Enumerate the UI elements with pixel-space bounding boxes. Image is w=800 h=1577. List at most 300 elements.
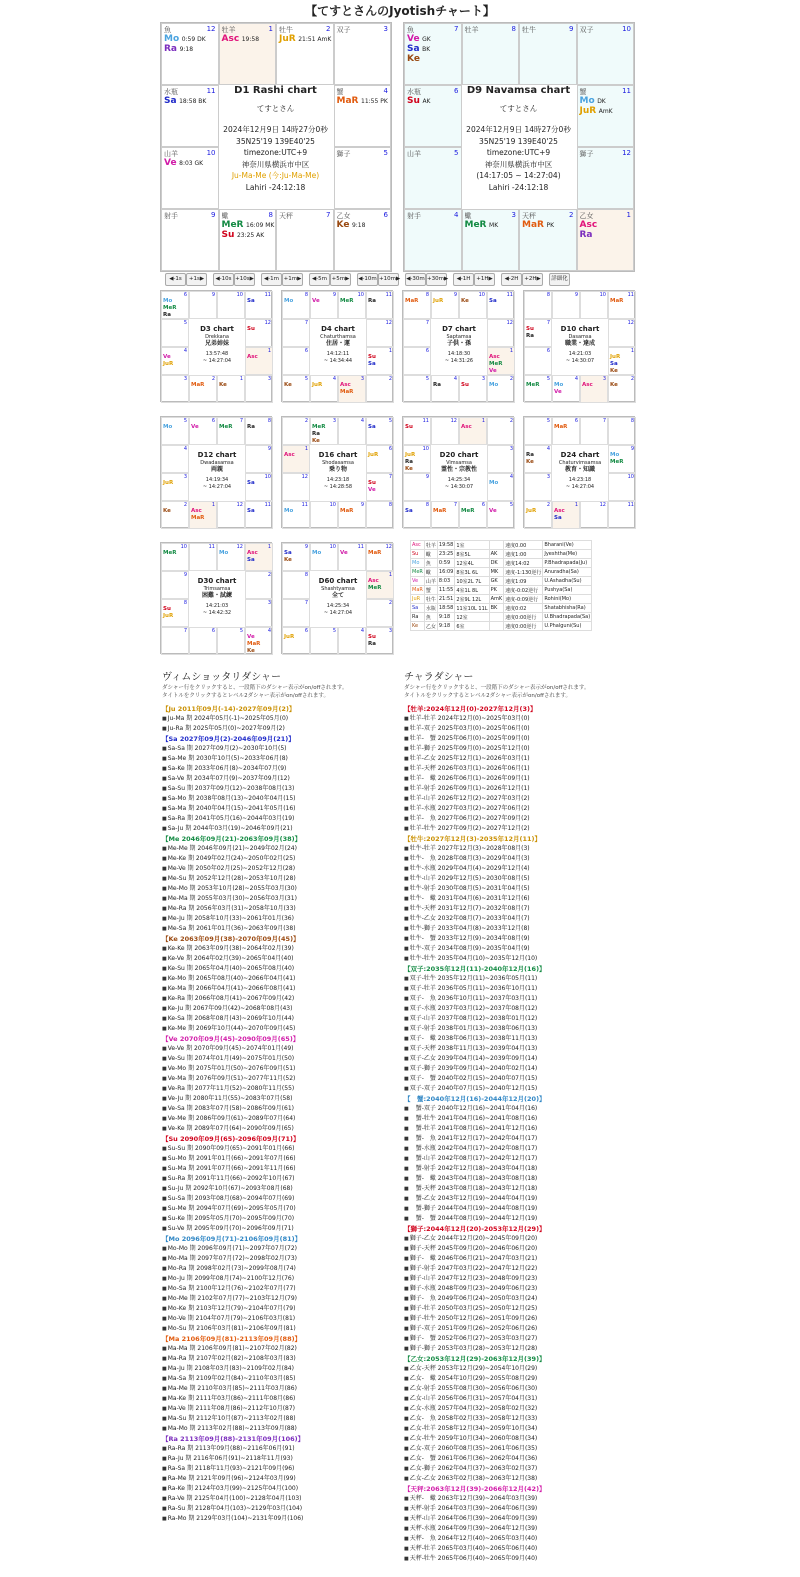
- house-number: 10: [422, 446, 429, 452]
- dasha-sub-period-row[interactable]: ■ Me-Ke 期 2049年02月(24)~2050年02月(25): [162, 854, 304, 864]
- dasha-sub-period-row[interactable]: ■ 双子-天秤 2038年11月(13)~2039年04月(13): [404, 1044, 546, 1054]
- dasha-sub-period-row[interactable]: ■ 蟹-山羊 2042年08月(17)~2042年12月(17): [404, 1154, 546, 1164]
- dasha-sub-period-row[interactable]: ■ Ke-Ve 期 2064年02月(39)~2065年04月(40): [162, 954, 304, 964]
- time-step-button[interactable]: ◀-30m: [405, 273, 426, 286]
- d9-title[interactable]: D9 Navamsa chart: [466, 85, 571, 96]
- dasha-sub-period-row[interactable]: ■ Ve-Sa 期 2083年07月(58)~2086年09月(61): [162, 1104, 304, 1114]
- house-number: 5: [304, 376, 308, 382]
- dasha-sub-period-row[interactable]: ■ 双子- 蟹 2040年02月(15)~2040年07月(15): [404, 1074, 546, 1084]
- dasha-sub-period-row[interactable]: ■ Sa-Ma 期 2040年04月(15)~2041年05月(16): [162, 804, 304, 814]
- house-cell: [310, 627, 338, 655]
- dasha-sub-period-row[interactable]: ■ Mo-Ve 期 2104年07月(79)~2106年03月(81): [162, 1314, 304, 1324]
- chart-title[interactable]: D12 chart: [197, 451, 237, 459]
- chart-title[interactable]: D24 chart: [560, 451, 600, 459]
- chart-center: [189, 571, 245, 627]
- dasha-sub-period-row[interactable]: ■ 乙女-山羊 2056年06月(31)~2057年04月(31): [404, 1394, 546, 1404]
- d9-ayanamsa: Lahiri -24:12:18: [488, 182, 549, 192]
- house-number: 4: [574, 376, 578, 382]
- dasha-sub-period-row[interactable]: ■ 蟹-獅子 2044年04月(19)~2044年08月(19): [404, 1204, 546, 1214]
- time-step-button[interactable]: ◀-2H: [501, 273, 522, 286]
- planet-entry: Ke 9:18: [336, 220, 366, 230]
- planet-cell: 11:55: [438, 587, 454, 593]
- dasha-sub-period-row[interactable]: ■ Mo-Mo 期 2096年09月(71)~2097年07月(72): [162, 1244, 304, 1254]
- planet-cell: 牡牛: [425, 596, 436, 603]
- dasha-sub-period-row[interactable]: ■ Ma-Ve 期 2111年08月(86)~2112年10月(87): [162, 1404, 304, 1414]
- dasha-period-header[interactable]: 【天秤:2063年12月(39)-2066年12月(42)】: [404, 1485, 546, 1493]
- house-cell: [245, 543, 273, 571]
- dasha-sub-period-row[interactable]: ■ 双子-水瓶 2037年03月(12)~2037年08月(12): [404, 1004, 546, 1014]
- house-number: 5: [454, 149, 459, 157]
- dasha-sub-period-row[interactable]: ■ Su-Ve 期 2095年09月(70)~2096年09月(71): [162, 1224, 304, 1234]
- house-number: 10: [264, 474, 271, 480]
- house-cell: [161, 319, 189, 347]
- dasha-period-header[interactable]: 【Ke 2063年09月(38)-2070年09月(45)】: [162, 935, 300, 943]
- chart-title[interactable]: D4 chart: [321, 325, 355, 333]
- d1-house-cell: [161, 147, 219, 209]
- dasha-sub-period-row[interactable]: ■ Mo-Ke 期 2103年12月(79)~2104年07月(79): [162, 1304, 304, 1314]
- dasha-sub-period-row[interactable]: ■ 牡牛-牡羊 2027年12月(3)~2028年08月(3): [404, 844, 546, 854]
- dasha-sub-period-row[interactable]: ■ 牡羊-双子 2025年03月(0)~2025年06月(0): [404, 724, 546, 734]
- dasha-sub-period-row[interactable]: ■ Ma-Ma 期 2106年09月(81)~2107年02月(82): [162, 1344, 304, 1354]
- chart-title[interactable]: D10 chart: [560, 325, 600, 333]
- chart-t1: 14:25:34: [447, 477, 471, 483]
- dasha-sub-period-row[interactable]: ■ 乙女- 蠍 2054年10月(29)~2055年08月(29): [404, 1374, 546, 1384]
- chara-title[interactable]: チャラダシャー: [404, 672, 474, 683]
- dasha-sub-period-row[interactable]: ■ Ra-Ke 期 2124年03月(99)~2125年04月(100): [162, 1484, 304, 1494]
- dasha-sub-period-row[interactable]: ■ 天秤-牡牛 2065年06月(40)~2065年09月(40): [404, 1554, 546, 1564]
- dasha-sub-period-row[interactable]: ■ 獅子-牡牛 2050年12月(26)~2051年09月(26): [404, 1314, 546, 1324]
- house-number: 12: [236, 502, 243, 508]
- dasha-period-header[interactable]: 【双子:2035年12月(11)-2040年12月(16)】: [404, 965, 546, 973]
- dasha-sub-period-row[interactable]: ■ Ve-Me 期 2086年09月(61)~2089年07月(64): [162, 1114, 304, 1124]
- dasha-sub-period-row[interactable]: ■ 牡牛- 魚 2028年08月(3)~2029年04月(3): [404, 854, 546, 864]
- dasha-sub-period-row[interactable]: ■ 牡羊-牡羊 2024年12月(0)~2025年03月(0): [404, 714, 546, 724]
- dasha-sub-period-row[interactable]: ■ Me-Ve 期 2050年02月(25)~2052年12月(28): [162, 864, 304, 874]
- sign-label: 双子: [336, 26, 351, 34]
- dasha-sub-period-row[interactable]: ■ 牡牛-双子 2034年08月(9)~2035年04月(9): [404, 944, 546, 954]
- dasha-sub-period-row[interactable]: ■ 乙女-牡牛 2059年10月(34)~2060年08月(34): [404, 1434, 546, 1444]
- dasha-period-header[interactable]: 【Su 2090年09月(65)-2096年09月(71)】: [162, 1135, 300, 1143]
- d9-house-cell: [404, 85, 462, 147]
- dasha-sub-period-row[interactable]: ■ Ve-Ra 期 2077年11月(52)~2080年11月(55): [162, 1084, 304, 1094]
- dasha-sub-period-row[interactable]: ■ 双子- 蠍 2038年06月(13)~2038年11月(13): [404, 1034, 546, 1044]
- dasha-sub-period-row[interactable]: ■ 双子-獅子 2039年09月(14)~2040年02月(14): [404, 1064, 546, 1074]
- chara-note-1: ダシャー行をクリックすると、一段階下のダシャー表示がon/offされます。: [404, 685, 590, 691]
- d1-title[interactable]: D1 Rashi chart: [234, 85, 317, 96]
- house-cell: [552, 417, 580, 445]
- dasha-sub-period-row[interactable]: ■ 牡牛-山羊 2029年12月(5)~2030年08月(5): [404, 874, 546, 884]
- dasha-sub-period-row[interactable]: ■ Ra-Ju 期 2116年06月(91)~2118年11月(93): [162, 1454, 304, 1464]
- dasha-sub-period-row[interactable]: ■ Mo-Ju 期 2099年08月(74)~2100年12月(76): [162, 1274, 304, 1284]
- time-step-button[interactable]: ◀-1s: [165, 273, 186, 286]
- dasha-sub-period-row[interactable]: ■ 獅子-双子 2051年09月(26)~2052年06月(26): [404, 1324, 546, 1334]
- house-cell: [161, 291, 189, 319]
- planet-cell: Pushya(Sa): [543, 586, 592, 595]
- dasha-sub-period-row[interactable]: ■ Sa-Mo 期 2038年08月(13)~2040年04月(15): [162, 794, 304, 804]
- dasha-sub-period-row[interactable]: ■ 獅子- 蟹 2052年06月(27)~2053年03月(27): [404, 1334, 546, 1344]
- dasha-sub-period-row[interactable]: ■ 乙女-水瓶 2057年04月(32)~2058年02月(32): [404, 1404, 546, 1414]
- chart-jp: 職業・達成: [564, 339, 595, 347]
- planet-list: Mo: [163, 424, 173, 430]
- dasha-sub-period-row[interactable]: ■ 獅子-乙女 2044年12月(20)~2045年09月(20): [404, 1234, 546, 1244]
- house-number: 9: [569, 25, 574, 33]
- dasha-sub-period-row[interactable]: ■ Ke-Sa 期 2068年08月(43)~2069年10月(44): [162, 1014, 304, 1024]
- dasha-period-header[interactable]: 【 蟹:2040年12月(16)-2044年12月(20)】: [404, 1095, 546, 1103]
- house-number: 10: [622, 25, 631, 33]
- dasha-sub-period-row[interactable]: ■ 蟹- 魚 2041年12月(17)~2042年04月(17): [404, 1134, 546, 1144]
- planet-list: MaR: [191, 382, 205, 388]
- dasha-sub-period-row[interactable]: ■ 牡羊-射手 2026年09月(1)~2026年12月(1): [404, 784, 546, 794]
- dasha-sub-period-row[interactable]: ■ Ma-Mo 期 2113年02月(88)~2113年09月(88): [162, 1424, 304, 1434]
- dasha-sub-period-row[interactable]: ■ 双子-牡羊 2036年05月(11)~2036年10月(11): [404, 984, 546, 994]
- dasha-sub-period-row[interactable]: ■ 蟹-牡牛 2041年04月(16)~2041年08月(16): [404, 1114, 546, 1124]
- planet-list: Ke: [284, 382, 292, 388]
- dasha-sub-period-row[interactable]: ■ Ma-Ke 期 2111年03月(86)~2111年08月(86): [162, 1394, 304, 1404]
- house-number: 4: [332, 376, 336, 382]
- time-step-button[interactable]: +1m▶: [282, 273, 303, 286]
- dasha-sub-period-row[interactable]: ■ 蟹-水瓶 2042年04月(17)~2042年08月(17): [404, 1144, 546, 1154]
- house-cell: [366, 375, 394, 403]
- dasha-sub-period-row[interactable]: ■ 双子-山羊 2037年08月(12)~2038年01月(12): [404, 1014, 546, 1024]
- dasha-sub-period-row[interactable]: ■ Ke-Ju 期 2067年09月(42)~2068年08月(43): [162, 1004, 304, 1014]
- dasha-sub-period-row[interactable]: ■ Me-Mo 期 2053年10月(28)~2055年03月(30): [162, 884, 304, 894]
- dasha-sub-period-row[interactable]: ■ Me-Ra 期 2056年03月(31)~2058年10月(33): [162, 904, 304, 914]
- dasha-sub-period-row[interactable]: ■ Ma-Su 期 2112年10月(87)~2113年02月(88): [162, 1414, 304, 1424]
- dasha-period-header[interactable]: 【Ma 2106年09月(81)-2113年09月(88)】: [162, 1335, 302, 1343]
- dasha-sub-period-row[interactable]: ■ 牡羊-獅子 2025年09月(0)~2025年12月(0): [404, 744, 546, 754]
- dasha-sub-period-row[interactable]: ■ 蟹-乙女 2043年12月(19)~2044年04月(19): [404, 1194, 546, 1204]
- planet-cell: 水瓶: [425, 605, 436, 612]
- dasha-sub-period-row[interactable]: ■ Ke-Me 期 2069年10月(44)~2070年09月(45): [162, 1024, 304, 1034]
- dasha-sub-period-row[interactable]: ■ Su-Ra 期 2091年11月(66)~2092年10月(67): [162, 1174, 304, 1184]
- dasha-sub-period-row[interactable]: ■ 双子- 魚 2036年10月(11)~2037年03月(11): [404, 994, 546, 1004]
- dasha-sub-period-row[interactable]: ■ 天秤- 蠍 2063年12月(39)~2064年03月(39): [404, 1494, 546, 1504]
- dasha-sub-period-row[interactable]: ■ 獅子-山羊 2047年12月(23)~2048年09月(23): [404, 1274, 546, 1284]
- time-step-button[interactable]: 詳細化: [549, 273, 570, 286]
- dasha-sub-period-row[interactable]: ■ 牡牛-天秤 2031年12月(7)~2032年08月(7): [404, 904, 546, 914]
- dasha-sub-period-row[interactable]: ■ Su-Mo 期 2091年01月(66)~2091年07月(66): [162, 1154, 304, 1164]
- d9-house-cell: [519, 23, 577, 85]
- dasha-sub-period-row[interactable]: ■ 牡羊-天秤 2026年03月(1)~2026年06月(1): [404, 764, 546, 774]
- chart-title[interactable]: D60 chart: [318, 577, 358, 585]
- sign-label: 山羊: [164, 150, 178, 158]
- dasha-sub-period-row[interactable]: ■ Ma-Ju 期 2108年03月(83)~2109年02月(84): [162, 1364, 304, 1374]
- dasha-sub-period-row[interactable]: ■ Ju-Ma 期 2024年05月(-1)~2025年05月(0): [162, 714, 304, 724]
- planet-row: [411, 541, 592, 550]
- dasha-sub-period-row[interactable]: ■ Ma-Ra 期 2107年02月(82)~2108年03月(83): [162, 1354, 304, 1364]
- dasha-sub-period-row[interactable]: ■ Me-Ma 期 2055年03月(30)~2056年03月(31): [162, 894, 304, 904]
- dasha-sub-period-row[interactable]: ■ 天秤-水瓶 2064年09月(39)~2064年12月(39): [404, 1524, 546, 1534]
- dasha-sub-period-row[interactable]: ■ 天秤-牡羊 2065年03月(40)~2065年06月(40): [404, 1544, 546, 1554]
- dasha-period-header[interactable]: 【Mo 2096年09月(71)-2106年09月(81)】: [162, 1235, 302, 1243]
- dasha-sub-period-row[interactable]: ■ 乙女-射手 2055年08月(30)~2056年06月(30): [404, 1384, 546, 1394]
- planet-entry: MeR MK: [464, 220, 499, 230]
- dasha-sub-period-row[interactable]: ■ 獅子-獅子 2053年03月(28)~2053年12月(28): [404, 1344, 546, 1354]
- dasha-sub-period-row[interactable]: ■ 牡羊- 蠍 2026年06月(1)~2026年09月(1): [404, 774, 546, 784]
- d1-house-cell: [334, 85, 392, 147]
- dasha-sub-period-row[interactable]: ■ 獅子-天秤 2045年09月(20)~2046年06月(20): [404, 1244, 546, 1254]
- time-step-button[interactable]: +1s▶: [186, 273, 207, 286]
- dasha-sub-period-row[interactable]: ■ Ju-Ra 期 2025年05月(0)~2027年09月(2): [162, 724, 304, 734]
- dasha-sub-period-row[interactable]: ■ 蟹-双子 2040年12月(16)~2041年04月(16): [404, 1104, 546, 1114]
- dasha-sub-period-row[interactable]: ■ Sa-Me 期 2030年10月(5)~2033年06月(8): [162, 754, 304, 764]
- dasha-sub-period-row[interactable]: ■ 蟹- 蟹 2044年08月(19)~2044年12月(19): [404, 1214, 546, 1224]
- dasha-sub-period-row[interactable]: ■ Su-Ke 期 2095年05月(70)~2095年09月(70): [162, 1214, 304, 1224]
- planet-entry: Su AK: [407, 96, 431, 106]
- time-step-button[interactable]: ◀-5m: [309, 273, 330, 286]
- dasha-sub-period-row[interactable]: ■ 天秤-射手 2064年03月(39)~2064年06月(39): [404, 1504, 546, 1514]
- dasha-sub-period-row[interactable]: ■ Ve-Mo 期 2075年01月(50)~2076年09月(51): [162, 1064, 304, 1074]
- house-cell: [189, 543, 217, 571]
- chart-jp: 困難・試練: [201, 591, 232, 599]
- house-number: 8: [304, 572, 308, 578]
- house-number: 2: [388, 376, 392, 382]
- time-step-button[interactable]: +30m▶: [426, 273, 447, 286]
- planet-cell: P.Bhadrapada(Ju): [543, 559, 592, 568]
- chart-title[interactable]: D16 chart: [318, 451, 358, 459]
- dasha-sub-period-row[interactable]: ■ 双子-乙女 2039年04月(14)~2039年09月(14): [404, 1054, 546, 1064]
- dasha-sub-period-row[interactable]: ■ Me-Sa 期 2061年01月(36)~2063年09月(38): [162, 924, 304, 934]
- house-cell: [403, 291, 431, 319]
- dasha-sub-period-row[interactable]: ■ 乙女- 蟹 2061年06月(36)~2062年04月(36): [404, 1454, 546, 1464]
- time-step-button[interactable]: +10m▶: [378, 273, 399, 286]
- dasha-period-header[interactable]: 【Me 2046年09月(21)-2063年09月(38)】: [162, 835, 302, 843]
- planet-cell: Anuradha(Sa): [543, 568, 592, 577]
- chart-title[interactable]: D3 chart: [200, 325, 234, 333]
- dasha-sub-period-row[interactable]: ■ 獅子-牡羊 2050年03月(25)~2050年12月(25): [404, 1304, 546, 1314]
- dasha-sub-period-row[interactable]: ■ Ve-Ma 期 2076年09月(51)~2077年11月(52): [162, 1074, 304, 1084]
- dasha-sub-period-row[interactable]: ■ 牡羊-山羊 2026年12月(2)~2027年03月(2): [404, 794, 546, 804]
- dasha-sub-period-row[interactable]: ■ Sa-Ju 期 2044年03月(19)~2046年09月(21): [162, 824, 304, 834]
- dasha-period-header[interactable]: 【Sa 2027年09月(2)-2046年09月(21)】: [162, 735, 295, 743]
- dasha-sub-period-row[interactable]: ■ Mo-Sa 期 2100年12月(76)~2102年07月(77): [162, 1284, 304, 1294]
- house-cell: [552, 291, 580, 319]
- chart-t2: ~ 14:28:58: [323, 483, 353, 490]
- d9-house-cell: [577, 23, 635, 85]
- time-step-button[interactable]: +2H▶: [522, 273, 543, 286]
- dasha-sub-period-row[interactable]: ■ Ve-Ke 期 2089年07月(64)~2090年09月(65): [162, 1124, 304, 1134]
- chart-jp: 両親: [210, 465, 223, 473]
- planet-cell: DK: [489, 559, 504, 568]
- dasha-sub-period-row[interactable]: ■ Su-Sa 期 2093年08月(68)~2094年07月(69): [162, 1194, 304, 1204]
- dasha-sub-period-row[interactable]: ■ 乙女-乙女 2063年02月(38)~2063年12月(38): [404, 1474, 546, 1484]
- time-step-button[interactable]: ◀-10m: [357, 273, 378, 286]
- dasha-sub-period-row[interactable]: ■ 獅子-水瓶 2048年09月(23)~2049年06月(23): [404, 1284, 546, 1294]
- dasha-sub-period-row[interactable]: ■ Me-Me 期 2046年09月(21)~2049年02月(24): [162, 844, 304, 854]
- dasha-sub-period-row[interactable]: ■ 牡牛-乙女 2032年08月(7)~2033年04月(7): [404, 914, 546, 924]
- dasha-sub-period-row[interactable]: ■ Ke-Mo 期 2065年08月(40)~2066年04月(41): [162, 974, 304, 984]
- dasha-sub-period-row[interactable]: ■ Su-Su 期 2090年09月(65)~2091年01月(66): [162, 1144, 304, 1154]
- house-cell: [459, 417, 487, 445]
- time-step-button[interactable]: ◀-10s: [213, 273, 234, 286]
- dasha-period-header[interactable]: 【Ve 2070年09月(45)-2090年09月(65)】: [162, 1035, 300, 1043]
- dasha-sub-period-row[interactable]: ■ Me-Su 期 2052年12月(28)~2053年10月(28): [162, 874, 304, 884]
- d1-timezone: timezone:UTC+9: [243, 148, 308, 157]
- dasha-sub-period-row[interactable]: ■ Sa-Ra 期 2041年05月(16)~2044年03月(19): [162, 814, 304, 824]
- planet-cell: 12室4L: [455, 559, 489, 568]
- chart-jp: 教育・知識: [564, 465, 595, 473]
- house-number: 2: [509, 376, 513, 382]
- house-number: 6: [304, 348, 308, 354]
- dasha-period-header[interactable]: 【牡牛:2027年12月(3)-2035年12月(11)】: [404, 835, 542, 843]
- planet-list: Ra: [433, 382, 441, 388]
- dasha-sub-period-row[interactable]: ■ Ra-Ve 期 2125年04月(100)~2128年04月(103): [162, 1494, 304, 1504]
- house-cell: [310, 501, 338, 529]
- planet-entry: Mo 0:59 DK: [164, 34, 206, 44]
- house-number: 2: [326, 25, 331, 33]
- planet-cell: 9:18: [437, 622, 454, 631]
- dasha-sub-period-row[interactable]: ■ Ke-Ke 期 2063年09月(38)~2064年02月(39): [162, 944, 304, 954]
- d9-house-cell: [577, 85, 635, 147]
- house-cell: [580, 375, 608, 403]
- sign-label: 水瓶: [164, 88, 178, 96]
- dasha-sub-period-row[interactable]: ■ 乙女- 魚 2058年02月(33)~2058年12月(33): [404, 1414, 546, 1424]
- dasha-sub-period-row[interactable]: ■ Ra-Mo 期 2129年03月(104)~2131年09月(106): [162, 1514, 304, 1524]
- dasha-sub-period-row[interactable]: ■ 蟹-牡羊 2041年08月(16)~2041年12月(16): [404, 1124, 546, 1134]
- house-cell: [403, 501, 431, 529]
- house-cell: [189, 627, 217, 655]
- planet-entry: Ra: [579, 230, 593, 240]
- dasha-sub-period-row[interactable]: ■ 乙女-双子 2060年08月(35)~2061年06月(35): [404, 1444, 546, 1454]
- dasha-sub-period-row[interactable]: ■ Ke-Su 期 2065年04月(40)~2065年08月(40): [162, 964, 304, 974]
- dasha-sub-period-row[interactable]: ■ 天秤- 魚 2064年12月(40)~2065年03月(40): [404, 1534, 546, 1544]
- dasha-sub-period-row[interactable]: ■ 牡牛-射手 2030年08月(5)~2031年04月(5): [404, 884, 546, 894]
- dasha-sub-period-row[interactable]: ■ Ma-Sa 期 2109年02月(84)~2110年03月(85): [162, 1374, 304, 1384]
- dasha-sub-period-row[interactable]: ■ Me-Ju 期 2058年10月(33)~2061年01月(36): [162, 914, 304, 924]
- planet-list: Ve: [489, 508, 497, 514]
- time-step-button[interactable]: +10s▶: [234, 273, 255, 286]
- house-cell: [245, 347, 273, 375]
- dasha-sub-period-row[interactable]: ■ Sa-Ke 期 2033年06月(8)~2034年07月(9): [162, 764, 304, 774]
- dasha-sub-period-row[interactable]: ■ 牡牛-獅子 2033年04月(8)~2033年12月(8): [404, 924, 546, 934]
- time-step-button[interactable]: ◀-1H: [453, 273, 474, 286]
- dasha-sub-period-row[interactable]: ■ Ra-Sa 期 2118年11月(93)~2121年09月(96): [162, 1464, 304, 1474]
- dasha-period-header[interactable]: 【Ju 2011年09月(-14)-2027年09月(2)】: [162, 705, 296, 713]
- dasha-sub-period-row[interactable]: ■ 双子-牡牛 2035年12月(11)~2036年05月(11): [404, 974, 546, 984]
- house-cell: [161, 473, 189, 501]
- dasha-sub-period-row[interactable]: ■ 牡羊- 蟹 2025年06月(0)~2025年09月(0): [404, 734, 546, 744]
- dasha-sub-period-row[interactable]: ■ 牡羊- 魚 2027年06月(2)~2027年09月(2): [404, 814, 546, 824]
- vimshottari-dasha-list: [162, 704, 304, 1524]
- dasha-sub-period-row[interactable]: ■ Mo-Ma 期 2097年07月(72)~2098年02月(73): [162, 1254, 304, 1264]
- dasha-sub-period-row[interactable]: ■ 牡羊-乙女 2025年12月(1)~2026年03月(1): [404, 754, 546, 764]
- dasha-sub-period-row[interactable]: ■ Su-Me 期 2094年07月(69)~2095年05月(70): [162, 1204, 304, 1214]
- house-cell: [161, 627, 189, 655]
- chart-t2: ~ 14:30:07: [565, 357, 595, 364]
- chart-t2: ~ 14:27:04: [323, 609, 353, 616]
- planet-list: Asc Sa: [247, 550, 258, 563]
- planet-list: Mo Ve: [554, 382, 564, 395]
- dasha-sub-period-row[interactable]: ■ 天秤-山羊 2064年06月(39)~2064年09月(39): [404, 1514, 546, 1524]
- dasha-sub-period-row[interactable]: ■ Su-Ju 期 2092年10月(67)~2093年08月(68): [162, 1184, 304, 1194]
- house-cell: [366, 501, 394, 529]
- house-number: 8: [425, 502, 429, 508]
- dasha-sub-period-row[interactable]: ■ Ra-Su 期 2128年04月(103)~2129年03月(104): [162, 1504, 304, 1514]
- dasha-sub-period-row[interactable]: ■ Mo-Su 期 2106年03月(81)~2106年09月(81): [162, 1324, 304, 1334]
- house-cell: [403, 347, 431, 375]
- dasha-sub-period-row[interactable]: ■ Ma-Me 期 2110年03月(85)~2111年03月(86): [162, 1384, 304, 1394]
- dasha-sub-period-row[interactable]: ■ 乙女-牡羊 2058年12月(34)~2059年10月(34): [404, 1424, 546, 1434]
- dasha-sub-period-row[interactable]: ■ 蟹-射手 2042年12月(18)~2043年04月(18): [404, 1164, 546, 1174]
- chart-title[interactable]: D20 chart: [439, 451, 479, 459]
- dasha-sub-period-row[interactable]: ■ 双子-双子 2040年07月(15)~2040年12月(15): [404, 1084, 546, 1094]
- house-cell: [608, 291, 636, 319]
- dasha-sub-period-row[interactable]: ■ 牡牛- 蠍 2031年04月(6)~2031年12月(6): [404, 894, 546, 904]
- dasha-period-header[interactable]: 【Ra 2113年09月(88)-2131年09月(106)】: [162, 1435, 305, 1443]
- dasha-sub-period-row[interactable]: ■ 蟹- 蠍 2043年04月(18)~2043年08月(18): [404, 1174, 546, 1184]
- dasha-sub-period-row[interactable]: ■ 牡羊-水瓶 2027年03月(2)~2027年06月(2): [404, 804, 546, 814]
- dasha-sub-period-row[interactable]: ■ Ve-Su 期 2074年01月(49)~2075年01月(50): [162, 1054, 304, 1064]
- house-cell: [431, 375, 459, 403]
- house-number: 1: [239, 376, 243, 382]
- dasha-sub-period-row[interactable]: ■ Sa-Ve 期 2034年07月(9)~2037年09月(12): [162, 774, 304, 784]
- dasha-period-header[interactable]: 【獅子:2044年12月(20)-2053年12月(29)】: [404, 1225, 546, 1233]
- dasha-sub-period-row[interactable]: ■ 獅子- 魚 2049年06月(24)~2050年03月(24): [404, 1294, 546, 1304]
- house-number: 2: [388, 600, 392, 606]
- house-number: 5: [425, 376, 429, 382]
- planet-list: Ke: [461, 298, 469, 304]
- dasha-period-header[interactable]: 【牡羊:2024年12月(0)-2027年12月(3)】: [404, 705, 537, 713]
- dasha-sub-period-row[interactable]: ■ 牡羊-牡牛 2027年09月(2)~2027年12月(2): [404, 824, 546, 834]
- dasha-sub-period-row[interactable]: ■ Su-Ma 期 2091年07月(66)~2091年11月(66): [162, 1164, 304, 1174]
- dasha-sub-period-row[interactable]: ■ Mo-Ra 期 2098年02月(73)~2099年08月(74): [162, 1264, 304, 1274]
- dasha-sub-period-row[interactable]: ■ 乙女-獅子 2062年04月(37)~2063年02月(37): [404, 1464, 546, 1474]
- dasha-sub-period-row[interactable]: ■ Ke-Ra 期 2066年08月(41)~2067年09月(42): [162, 994, 304, 1004]
- planet-cell: 速度0:00逆行: [504, 613, 543, 622]
- time-step-button[interactable]: ◀-1m: [261, 273, 282, 286]
- planet-cell: 8室3L 6L: [455, 568, 489, 577]
- chart-title[interactable]: D7 chart: [442, 325, 476, 333]
- house-number: 3: [267, 376, 271, 382]
- planet-cell: GK: [489, 577, 504, 586]
- time-step-button[interactable]: +1H▶: [474, 273, 495, 286]
- d9-house-cell: [404, 209, 462, 271]
- dasha-sub-period-row[interactable]: ■ Ke-Ma 期 2066年04月(41)~2066年08月(41): [162, 984, 304, 994]
- dasha-sub-period-row[interactable]: ■ 乙女-天秤 2053年12月(29)~2054年10月(29): [404, 1364, 546, 1374]
- dasha-sub-period-row[interactable]: ■ Ra-Me 期 2121年09月(96)~2124年03月(99): [162, 1474, 304, 1484]
- house-number: 9: [425, 474, 429, 480]
- house-cell: [338, 501, 366, 529]
- dasha-sub-period-row[interactable]: ■ 牡牛- 蟹 2033年12月(9)~2034年08月(9): [404, 934, 546, 944]
- dasha-sub-period-row[interactable]: ■ Mo-Me 期 2102年07月(77)~2103年12月(79): [162, 1294, 304, 1304]
- house-number: 3: [546, 474, 550, 480]
- time-step-button[interactable]: +5m▶: [330, 273, 351, 286]
- vimshottari-title[interactable]: ヴィムショッタリダシャー: [162, 672, 281, 683]
- dasha-sub-period-row[interactable]: ■ 双子-射手 2038年01月(13)~2038年06月(13): [404, 1024, 546, 1034]
- dasha-sub-period-row[interactable]: ■ Sa-Su 期 2037年09月(12)~2038年08月(13): [162, 784, 304, 794]
- dasha-sub-period-row[interactable]: ■ 牡牛-水瓶 2029年04月(4)~2029年12月(4): [404, 864, 546, 874]
- chart-title[interactable]: D30 chart: [197, 577, 237, 585]
- dasha-sub-period-row[interactable]: ■ 獅子- 蠍 2046年06月(21)~2047年03月(21): [404, 1254, 546, 1264]
- house-cell: [245, 445, 273, 473]
- house-cell: [487, 445, 515, 473]
- house-cell: [524, 473, 552, 501]
- planet-cell: 16:09: [438, 569, 454, 575]
- dasha-period-header[interactable]: 【乙女:2053年12月(29)-2063年12月(39)】: [404, 1355, 546, 1363]
- dasha-sub-period-row[interactable]: ■ Sa-Sa 期 2027年09月(2)~2030年10月(5): [162, 744, 304, 754]
- sign-label: 牡牛: [522, 26, 536, 34]
- planet-cell: [489, 541, 504, 550]
- dasha-sub-period-row[interactable]: ■ Ve-Ve 期 2070年09月(45)~2074年01月(49): [162, 1044, 304, 1054]
- dasha-sub-period-row[interactable]: ■ Ve-Ju 期 2080年11月(55)~2083年07月(58): [162, 1094, 304, 1104]
- house-number: 2: [304, 418, 308, 424]
- house-number: 7: [546, 320, 550, 326]
- dasha-sub-period-row[interactable]: ■ 獅子-射手 2047年03月(22)~2047年12月(22): [404, 1264, 546, 1274]
- dasha-sub-period-row[interactable]: ■ 牡牛-牡牛 2035年04月(10)~2035年12月(10): [404, 954, 546, 964]
- house-number: 1: [388, 572, 392, 578]
- dasha-sub-period-row[interactable]: ■ Ra-Ra 期 2113年09月(88)~2116年06月(91): [162, 1444, 304, 1454]
- dasha-sub-period-row[interactable]: ■ 蟹-天秤 2043年08月(18)~2043年12月(18): [404, 1184, 546, 1194]
